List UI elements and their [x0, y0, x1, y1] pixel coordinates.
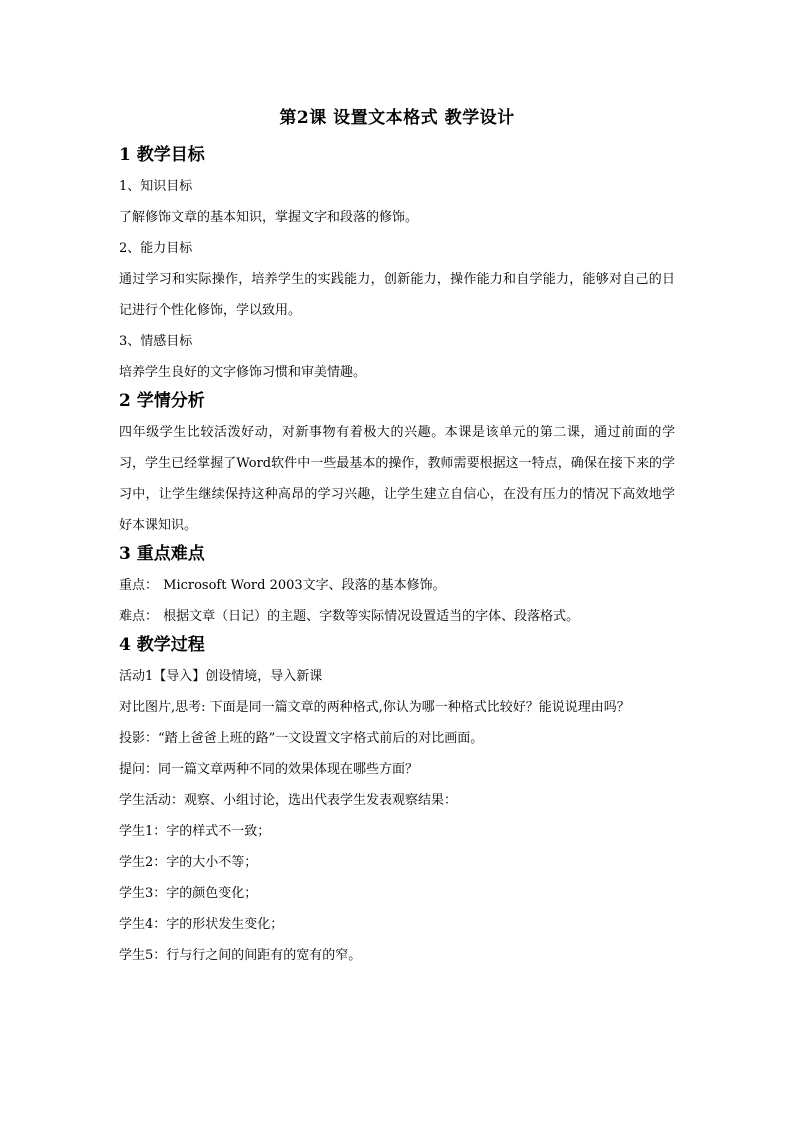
paragraph: 1、知识目标	[119, 179, 193, 194]
key-point-text: Microsoft Word 2003文字、段落的基本修饰。	[163, 578, 446, 593]
paragraph: 对比图片,思考: 下面是同一篇文章的两种格式,你认为哪一种格式比较好？能说说理由吗？	[119, 700, 630, 715]
paragraph: 投影：“踏上爸爸上班的路”一文设置文字格式前后的对比画面。	[119, 731, 484, 746]
key-point-label: 重点：	[119, 578, 159, 593]
paragraph: 学生1：字的样式不一致；	[119, 824, 271, 839]
paragraph: 3、情感目标	[119, 334, 193, 349]
page-title: 第2课 设置文本格式 教学设计	[279, 108, 515, 128]
section-teaching-process	[119, 632, 675, 971]
difficulty-line	[119, 601, 675, 632]
section-student-analysis	[119, 388, 675, 541]
paragraph: 通过学习和实际操作，培养学生的实践能力，创新能力，操作能力和自学能力，能够对自己的日记进行个性化修饰，学以致用。	[119, 272, 675, 318]
section-heading: 1 教学目标	[119, 145, 205, 165]
difficulty-label: 难点：	[119, 609, 159, 624]
paragraph: 培养学生良好的文字修饰习惯和审美情趣。	[119, 365, 367, 380]
section-teaching-goals	[119, 142, 675, 388]
document-body	[119, 104, 675, 971]
paragraph: 2、能力目标	[119, 241, 193, 256]
paragraph: 学生4：字的形状发生变化；	[119, 917, 284, 932]
paragraph: 学生5：行与行之间的间距有的宽有的窄。	[119, 948, 362, 963]
paragraph: 学生活动：观察、小组讨论，选出代表学生发表观察结果：	[119, 793, 458, 808]
difficulty-text: 根据文章（日记）的主题、字数等实际情况设置适当的字体、段落格式。	[163, 609, 580, 624]
paragraph: 了解修饰文章的基本知识，掌握文字和段落的修饰。	[119, 210, 419, 225]
paragraph: 活动1【导入】创设情境，导入新课	[119, 669, 323, 684]
paragraph: 提问：同一篇文章两种不同的效果体现在哪些方面？	[119, 762, 419, 777]
section-heading: 3 重点难点	[119, 544, 205, 564]
section-key-points	[119, 541, 675, 632]
key-point-line	[119, 570, 675, 601]
paragraph: 四年级学生比较活泼好动，对新事物有着极大的兴趣。本课是该单元的第二课，通过前面的学习，学生已经掌握了Word软件中一些最基本的操作，教师需要根据这一特点，确保在接下来的学习中，让学生继续保持这种高昂的学习兴趣，让学生建立自信心，在没有压力的情况下高效地学好本课知识。	[119, 425, 675, 533]
paragraph: 学生3：字的颜色变化；	[119, 886, 258, 901]
paragraph: 学生2：字的大小不等；	[119, 855, 258, 870]
section-heading: 2 学情分析	[119, 391, 205, 411]
section-heading: 4 教学过程	[119, 635, 205, 655]
